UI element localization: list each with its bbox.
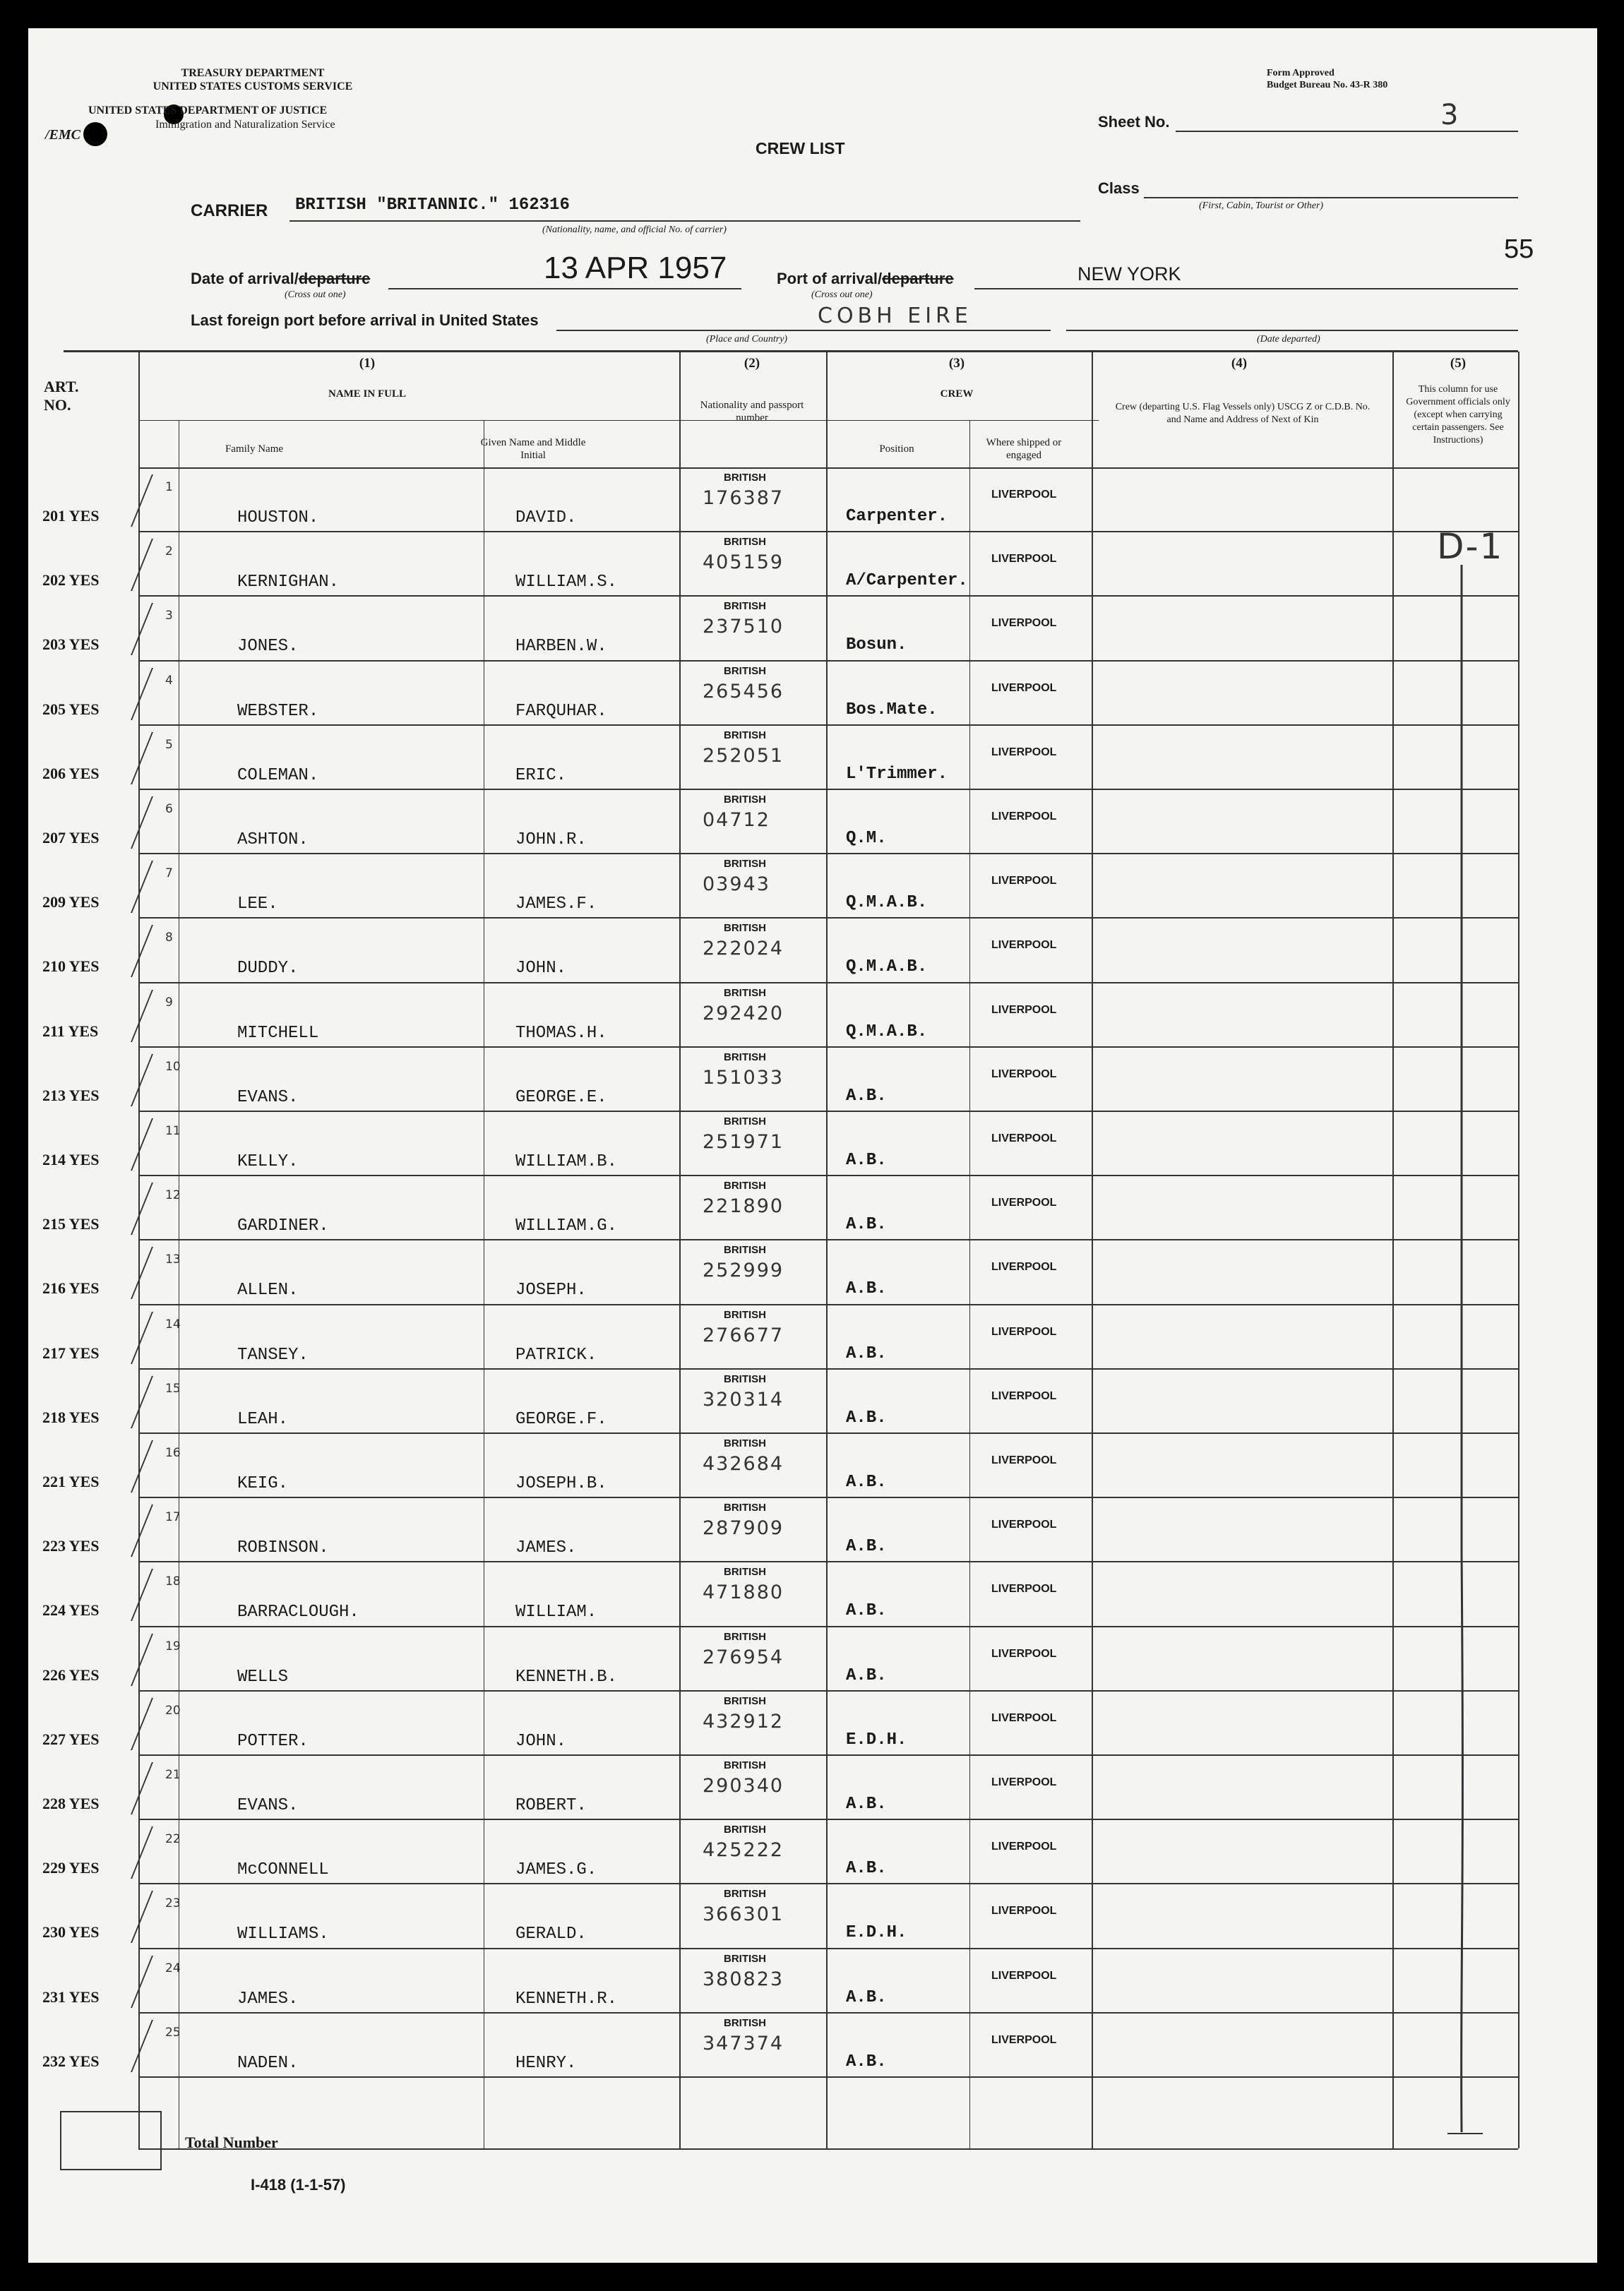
- position: Carpenter.: [846, 507, 948, 526]
- line-number: 18: [165, 1574, 181, 1589]
- art-number: 206 YES: [42, 764, 100, 782]
- line-number: 4: [165, 673, 173, 688]
- line-number: 13: [165, 1252, 181, 1267]
- passport-number: 251971: [703, 1131, 784, 1153]
- position: A.B.: [846, 1215, 887, 1235]
- line-number: 23: [165, 1896, 181, 1911]
- nationality: BRITISH: [724, 1694, 766, 1707]
- family-name: ASHTON.: [237, 830, 309, 849]
- table-row: [28, 1627, 1597, 1691]
- given-name: GEORGE.E.: [515, 1087, 607, 1107]
- position: A.B.: [846, 1795, 887, 1814]
- given-name: THOMAS.H.: [515, 1023, 607, 1043]
- form-title: CREW LIST: [756, 139, 845, 157]
- position: A.B.: [846, 1408, 887, 1428]
- row-divider: [138, 2076, 1518, 2078]
- art-number: 227 YES: [42, 1730, 100, 1748]
- sheet-label: Sheet No.: [1098, 113, 1170, 131]
- family-name: WILLIAMS.: [237, 1925, 329, 1944]
- table-row: [28, 789, 1597, 854]
- where-shipped: LIVERPOOL: [991, 1841, 1057, 1853]
- page-number: 55: [1504, 234, 1534, 264]
- carrier-caption: (Nationality, name, and official No. of carrier): [542, 225, 727, 235]
- given-name: HENRY.: [515, 2053, 577, 2073]
- art-number: 229 YES: [42, 1859, 100, 1877]
- where-shipped: LIVERPOOL: [991, 1067, 1057, 1080]
- table-row: [28, 1047, 1597, 1111]
- nationality: BRITISH: [724, 2016, 766, 2029]
- given-name: FARQUHAR.: [515, 701, 607, 721]
- position: Bos.Mate.: [846, 700, 938, 719]
- table-row: [28, 1819, 1597, 1884]
- passport-number: 276954: [703, 1646, 784, 1668]
- given-name: JAMES.: [515, 1538, 577, 1558]
- line-number: 12: [165, 1188, 181, 1203]
- passport-number: 252999: [703, 1260, 784, 1282]
- col1-number: (1): [359, 356, 376, 371]
- position: L'Trimmer.: [846, 764, 948, 784]
- passport-number: 366301: [703, 1903, 784, 1926]
- position: A.B.: [846, 1665, 887, 1685]
- passport-number: 320314: [703, 1388, 784, 1411]
- table-row: [28, 1884, 1597, 1948]
- position: A.B.: [846, 1859, 887, 1879]
- table-row: [28, 1497, 1597, 1562]
- family-name: JAMES.: [237, 1989, 299, 2009]
- passport-number: 425222: [703, 1839, 784, 1862]
- table-row: [28, 1111, 1597, 1176]
- family-name: NADEN.: [237, 2053, 299, 2073]
- where-shipped: LIVERPOOL: [991, 1132, 1057, 1144]
- nationality: BRITISH: [724, 1372, 766, 1385]
- passport-number: 380823: [703, 1968, 784, 1990]
- table-row: [28, 983, 1597, 1047]
- art-number: 224 YES: [42, 1601, 100, 1620]
- family-name: LEAH.: [237, 1409, 289, 1429]
- date-label: Date of arrival/departure: [191, 270, 371, 287]
- given-name-header: Given Name and Middle Initial: [480, 437, 586, 461]
- nationality: BRITISH: [724, 1437, 766, 1449]
- art-number: 223 YES: [42, 1537, 100, 1555]
- position: Q.M.: [846, 829, 887, 848]
- line-number: 16: [165, 1446, 181, 1460]
- nationality: BRITISH: [724, 1244, 766, 1257]
- art-number: 215 YES: [42, 1215, 100, 1233]
- given-name: PATRICK.: [515, 1345, 597, 1365]
- line-number: 10: [165, 1059, 181, 1074]
- family-name: JONES.: [237, 637, 299, 657]
- art-number: 230 YES: [42, 1923, 100, 1942]
- given-name: JOSEPH.: [515, 1281, 587, 1300]
- line-number: 8: [165, 931, 173, 945]
- table-row: [28, 918, 1597, 982]
- family-name: KEIG.: [237, 1474, 289, 1493]
- where-shipped: LIVERPOOL: [991, 1197, 1057, 1209]
- family-name: ALLEN.: [237, 1281, 299, 1300]
- position: A.B.: [846, 1601, 887, 1621]
- given-name: JOSEPH.B.: [515, 1474, 607, 1493]
- art-number: 205 YES: [42, 700, 100, 718]
- line-number: 3: [165, 609, 173, 623]
- nationality: BRITISH: [724, 1630, 766, 1643]
- line-number: 15: [165, 1381, 181, 1396]
- nationality: BRITISH: [724, 1566, 766, 1579]
- art-number: 216 YES: [42, 1279, 100, 1298]
- passport-number: 222024: [703, 938, 784, 960]
- given-name: HARBEN.W.: [515, 637, 607, 657]
- art-number: 202 YES: [42, 571, 100, 590]
- port-label: Port of arrival/departure: [777, 270, 954, 287]
- nationality: BRITISH: [724, 922, 766, 935]
- port-value: NEW YORK: [1077, 263, 1181, 285]
- family-name: HOUSTON.: [237, 508, 319, 527]
- passport-number: 221890: [703, 1195, 784, 1218]
- col2-number: (2): [744, 356, 760, 371]
- where-shipped: LIVERPOOL: [991, 1003, 1057, 1016]
- form-number: I-418 (1-1-57): [251, 2176, 346, 2194]
- passport-number: 432684: [703, 1453, 784, 1475]
- dept-line-2: UNITED STATES CUSTOMS SERVICE: [153, 80, 353, 92]
- last-port-value: COBH EIRE: [818, 304, 972, 328]
- table-row: [28, 1949, 1597, 2013]
- place-caption: (Place and Country): [706, 334, 788, 345]
- family-name: BARRACLOUGH.: [237, 1603, 359, 1622]
- art-number: 214 YES: [42, 1151, 100, 1168]
- line-number: 2: [165, 544, 173, 559]
- passport-number: 176387: [703, 487, 784, 509]
- family-name: WEBSTER.: [237, 701, 319, 721]
- family-name: McCONNELL: [237, 1860, 329, 1880]
- given-name: DAVID.: [515, 508, 577, 527]
- date-caption: (Cross out one): [285, 289, 346, 300]
- position: Bosun.: [846, 635, 907, 655]
- col3-number: (3): [948, 356, 965, 371]
- where-shipped: LIVERPOOL: [991, 810, 1057, 823]
- line-number: 7: [165, 866, 173, 881]
- family-name-header: Family Name: [225, 443, 284, 455]
- art-number: 207 YES: [42, 829, 100, 847]
- art-number: 201 YES: [42, 507, 100, 525]
- given-name: ERIC.: [515, 765, 567, 785]
- annotation-line: [1440, 565, 1483, 2139]
- art-number: 232 YES: [42, 2052, 100, 2070]
- where-shipped: LIVERPOOL: [991, 1519, 1057, 1531]
- line-number: 1: [165, 480, 173, 494]
- where-shipped: LIVERPOOL: [991, 939, 1057, 952]
- total-box: [60, 2111, 162, 2170]
- dept-line-3: UNITED STATES DEPARTMENT OF JUSTICE: [88, 104, 328, 116]
- col4-number: (4): [1231, 356, 1248, 371]
- table-row: [28, 1691, 1597, 1755]
- nationality: BRITISH: [724, 858, 766, 871]
- table-row: [28, 532, 1597, 596]
- col1-title: NAME IN FULL: [328, 388, 406, 400]
- government-annotation: D-1: [1437, 526, 1504, 567]
- given-name: WILLIAM.G.: [515, 1216, 618, 1236]
- carrier-label: CARRIER: [191, 201, 268, 220]
- art-number: 221 YES: [42, 1473, 100, 1490]
- nationality: BRITISH: [724, 729, 766, 741]
- position: Q.M.A.B.: [846, 1022, 928, 1041]
- passport-number: 287909: [703, 1517, 784, 1540]
- nationality: BRITISH: [724, 1180, 766, 1192]
- art-number: 210 YES: [42, 957, 100, 976]
- given-name: WILLIAM.B.: [515, 1152, 618, 1171]
- table-row: [28, 661, 1597, 725]
- nationality: BRITISH: [724, 1115, 766, 1127]
- where-shipped: LIVERPOOL: [991, 1583, 1057, 1596]
- where-shipped: LIVERPOOL: [991, 746, 1057, 758]
- given-name: JAMES.G.: [515, 1860, 597, 1880]
- art-number: 213 YES: [42, 1086, 100, 1104]
- line-number: 11: [165, 1124, 181, 1138]
- passport-number: 237510: [703, 616, 784, 638]
- passport-number: 276677: [703, 1324, 784, 1346]
- where-shipped: LIVERPOOL: [991, 553, 1057, 566]
- table-row: [28, 1240, 1597, 1304]
- where-shipped: LIVERPOOL: [991, 1454, 1057, 1466]
- art-number: 209 YES: [42, 893, 100, 911]
- line-number: 22: [165, 1832, 181, 1847]
- date-value: 13 APR 1957: [544, 251, 727, 285]
- budget-number: Budget Bureau No. 43-R 380: [1267, 80, 1388, 90]
- table-row: [28, 725, 1597, 789]
- art-number: 226 YES: [42, 1665, 100, 1684]
- col2-title: Nationality and passport number: [700, 400, 804, 424]
- art-number: 211 YES: [42, 1022, 99, 1040]
- given-name: GEORGE.F.: [515, 1409, 607, 1429]
- nationality: BRITISH: [724, 1952, 766, 1965]
- family-name: ROBINSON.: [237, 1538, 329, 1558]
- where-shipped: LIVERPOOL: [991, 2033, 1057, 2046]
- nationality: BRITISH: [724, 1824, 766, 1836]
- table-row: [28, 467, 1597, 532]
- family-name: GARDINER.: [237, 1216, 329, 1236]
- form-approved: Form Approved: [1267, 68, 1335, 78]
- line-number: 17: [165, 1510, 181, 1525]
- nationality: BRITISH: [724, 1888, 766, 1901]
- nationality: BRITISH: [724, 1051, 766, 1063]
- passport-number: 151033: [703, 1066, 784, 1089]
- dept-line-1: TREASURY DEPARTMENT: [181, 67, 325, 79]
- family-name: EVANS.: [237, 1087, 299, 1107]
- passport-number: 03943: [703, 873, 770, 896]
- passport-number: 04712: [703, 809, 770, 831]
- passport-number: 290340: [703, 1775, 784, 1797]
- line-number: 9: [165, 995, 173, 1010]
- table-row: [28, 1305, 1597, 1369]
- given-name: GERALD.: [515, 1925, 587, 1944]
- nationality: BRITISH: [724, 664, 766, 677]
- nationality: BRITISH: [724, 1502, 766, 1514]
- where-shipped: LIVERPOOL: [991, 1905, 1057, 1918]
- where-shipped: LIVERPOOL: [991, 1776, 1057, 1788]
- family-name: DUDDY.: [237, 959, 299, 979]
- col3-title: CREW: [940, 388, 974, 400]
- class-label: Class: [1098, 179, 1140, 197]
- art-number: 217 YES: [42, 1344, 100, 1362]
- passport-number: 292420: [703, 1002, 784, 1024]
- given-name: JAMES.F.: [515, 895, 597, 914]
- dept-line-4: Immigration and Naturalization Service: [155, 119, 335, 131]
- last-port-label: Last foreign port before arrival in United States: [191, 311, 539, 329]
- where-shipped: LIVERPOOL: [991, 617, 1057, 630]
- position: A.B.: [846, 1473, 887, 1492]
- table-row: [28, 854, 1597, 918]
- port-caption: (Cross out one): [811, 289, 873, 300]
- family-name: POTTER.: [237, 1731, 309, 1751]
- table-row: [28, 596, 1597, 660]
- nationality: BRITISH: [724, 472, 766, 484]
- line-number: 5: [165, 737, 173, 752]
- nationality: BRITISH: [724, 536, 766, 549]
- table-row: [28, 1176, 1597, 1240]
- where-shipped: LIVERPOOL: [991, 1647, 1057, 1660]
- given-name: WILLIAM.S.: [515, 573, 618, 592]
- position: A/Carpenter.: [846, 571, 968, 591]
- art-number: 228 YES: [42, 1795, 100, 1812]
- line-number: 25: [165, 2025, 181, 2040]
- punch-hole: [83, 122, 107, 146]
- where-shipped: LIVERPOOL: [991, 681, 1057, 694]
- given-name: ROBERT.: [515, 1796, 587, 1815]
- sheet-number: 3: [1440, 99, 1460, 131]
- nationality: BRITISH: [724, 986, 766, 999]
- art-number: 231 YES: [42, 1987, 100, 2006]
- table-row: [28, 1562, 1597, 1626]
- position-header: Position: [879, 443, 914, 455]
- given-name: KENNETH.B.: [515, 1667, 618, 1687]
- position: A.B.: [846, 1537, 887, 1557]
- given-name: JOHN.: [515, 959, 567, 979]
- art-number: 203 YES: [42, 635, 100, 654]
- position: E.D.H.: [846, 1730, 907, 1749]
- class-caption: (First, Cabin, Tourist or Other): [1199, 201, 1324, 211]
- family-name: WELLS: [237, 1667, 289, 1687]
- given-name: WILLIAM.: [515, 1603, 597, 1622]
- position: Q.M.A.B.: [846, 957, 928, 977]
- passport-number: 405159: [703, 551, 784, 574]
- line-number: 6: [165, 802, 173, 816]
- passport-number: 347374: [703, 2032, 784, 2054]
- passport-number: 265456: [703, 680, 784, 702]
- col4-title: Crew (departing U.S. Flag Vessels only) USCG Z or C.D.B. No. and Name and Address of Next of Kin: [1115, 402, 1371, 425]
- family-name: TANSEY.: [237, 1345, 309, 1365]
- where-shipped: LIVERPOOL: [991, 1325, 1057, 1338]
- line-number: 24: [165, 1961, 181, 1975]
- line-number: 20: [165, 1703, 181, 1718]
- family-name: COLEMAN.: [237, 765, 319, 785]
- line-number: 14: [165, 1317, 181, 1332]
- family-name: MITCHELL: [237, 1023, 319, 1043]
- position: E.D.H.: [846, 1923, 907, 1943]
- col5-number: (5): [1450, 356, 1467, 371]
- position: A.B.: [846, 2052, 887, 2071]
- given-name: JOHN.: [515, 1731, 567, 1751]
- total-label: Total Number: [185, 2134, 278, 2151]
- table-row: [28, 1433, 1597, 1497]
- table-row: [28, 1755, 1597, 1819]
- family-name: LEE.: [237, 895, 278, 914]
- line-number: 19: [165, 1639, 181, 1653]
- position: A.B.: [846, 1279, 887, 1299]
- line-number: 21: [165, 1768, 181, 1782]
- family-name: KERNIGHAN.: [237, 573, 340, 592]
- nationality: BRITISH: [724, 794, 766, 806]
- where-shipped: LIVERPOOL: [991, 875, 1057, 887]
- passport-number: 471880: [703, 1581, 784, 1604]
- where-shipped: LIVERPOOL: [991, 489, 1057, 501]
- where-shipped-header: Where shipped or engaged: [986, 437, 1062, 461]
- art-no-header: ART. NO.: [44, 378, 79, 414]
- table-row: [28, 1369, 1597, 1433]
- where-shipped: LIVERPOOL: [991, 1711, 1057, 1724]
- crew-list-form: [28, 28, 1597, 2263]
- nationality: BRITISH: [724, 600, 766, 613]
- where-shipped: LIVERPOOL: [991, 1261, 1057, 1274]
- position: A.B.: [846, 1344, 887, 1363]
- position: A.B.: [846, 1086, 887, 1106]
- art-number: 218 YES: [42, 1408, 100, 1426]
- date-departed-caption: (Date departed): [1257, 334, 1320, 345]
- prefix-code: /EMC: [45, 127, 81, 143]
- position: A.B.: [846, 1987, 887, 2007]
- passport-number: 432912: [703, 1710, 784, 1733]
- given-name: KENNETH.R.: [515, 1989, 618, 2009]
- where-shipped: LIVERPOOL: [991, 1389, 1057, 1402]
- carrier-value: BRITISH "BRITANNIC." 162316: [295, 196, 570, 215]
- given-name: JOHN.R.: [515, 830, 587, 849]
- col5-title: This column for use Government officials only (except when carrying certain passengers. See Instructions): [1406, 384, 1510, 445]
- family-name: KELLY.: [237, 1152, 299, 1171]
- table-row: [28, 2013, 1597, 2077]
- passport-number: 252051: [703, 744, 784, 767]
- nationality: BRITISH: [724, 1759, 766, 1771]
- family-name: EVANS.: [237, 1796, 299, 1815]
- position: Q.M.A.B.: [846, 893, 928, 913]
- position: A.B.: [846, 1151, 887, 1170]
- where-shipped: LIVERPOOL: [991, 1969, 1057, 1982]
- nationality: BRITISH: [724, 1308, 766, 1321]
